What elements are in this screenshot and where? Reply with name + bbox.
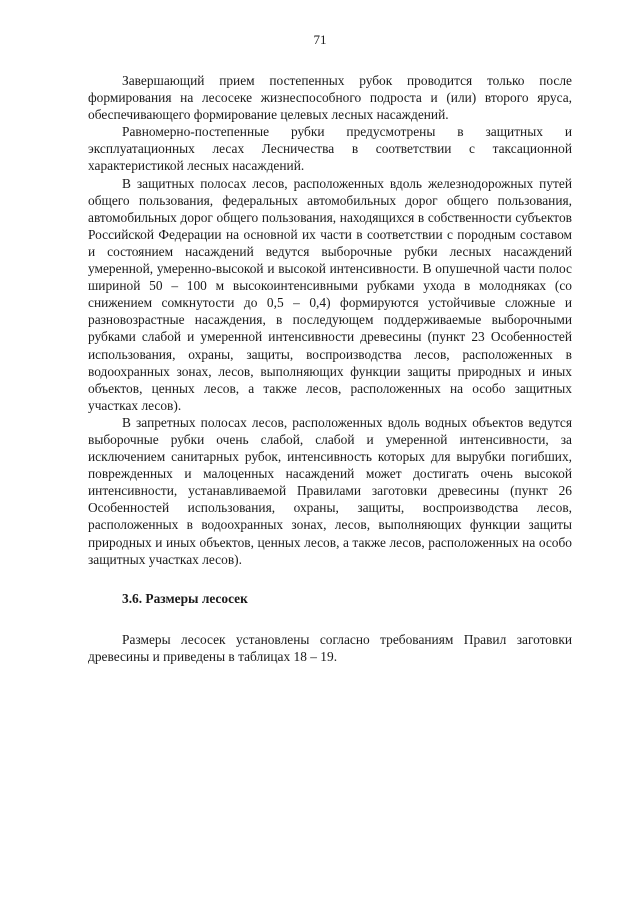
paragraph: Равномерно-постепенные рубки предусмотрены в защитных и эксплуатационных лесах Лесничества в соответствии с таксационной характеристикой лесных насаждений. — [88, 124, 572, 174]
page-number: 71 — [313, 32, 327, 47]
section-heading: 3.6. Размеры лесосек — [122, 590, 248, 606]
paragraph: Завершающий прием постепенных рубок проводится только после формирования на лесосеке жизнеспособного подроста и (или) второго яруса, обеспечивающего формирование целевых лесных насаждений. — [88, 73, 572, 123]
spacer — [88, 568, 572, 590]
paragraph: В защитных полосах лесов, расположенных вдоль железнодорожных путей общего пользования, федеральных автомобильных дорог общего пользования, автомобильных дорог общего пользования, находящихся в собственности субъектов Российской Федерации на основной их части в соответствии с породным составом и состоянием насаждений ведутся выборочные рубки лесных насаждений умеренной, умеренно-высокой и высокой интенсивности. В опушечной части полос шириной 50 – 100 м высокоинтенсивными рубками ухода в молодняках (со снижением сомкнутости до 0,5 – 0,4) формируются устойчивые сложные и разновозрастные насаждения, в последующем поддерживаемые выборочными рубками слабой и умеренной интенсивности древесины (пункт 23 Особенностей использования, охраны, защиты, воспроизводства лесов, расположенных в водоохранных зонах, лесов, выполняющих функции защиты природных и иных объектов, ценных лесов, а также лесов, расположенных на особо защитных участках лесов). — [88, 175, 572, 413]
paragraph: Размеры лесосек установлены согласно требованиям Правил заготовки древесины и приведены в таблицах 18 – 19. — [88, 631, 572, 664]
paragraph: В запретных полосах лесов, расположенных вдоль водных объектов ведутся выборочные рубки очень слабой, слабой и умеренной интенсивности, за исключением санитарных рубок, интенсивность которых для вырубки погибших, поврежденных и малоценных насаждений может достигать очень высокой интенсивности, устанавливаемой Правилами заготовки древесины (пункт 26 Особенностей использования, охраны, защиты, воспроизводства лесов, расположенных в водоохранных зонах, лесов, выполняющих функции защиты природных и иных объектов, ценных лесов, а также лесов, расположенных на особо защитных участках лесов). — [88, 414, 572, 567]
spacer — [88, 607, 572, 631]
body-text — [88, 72, 572, 665]
